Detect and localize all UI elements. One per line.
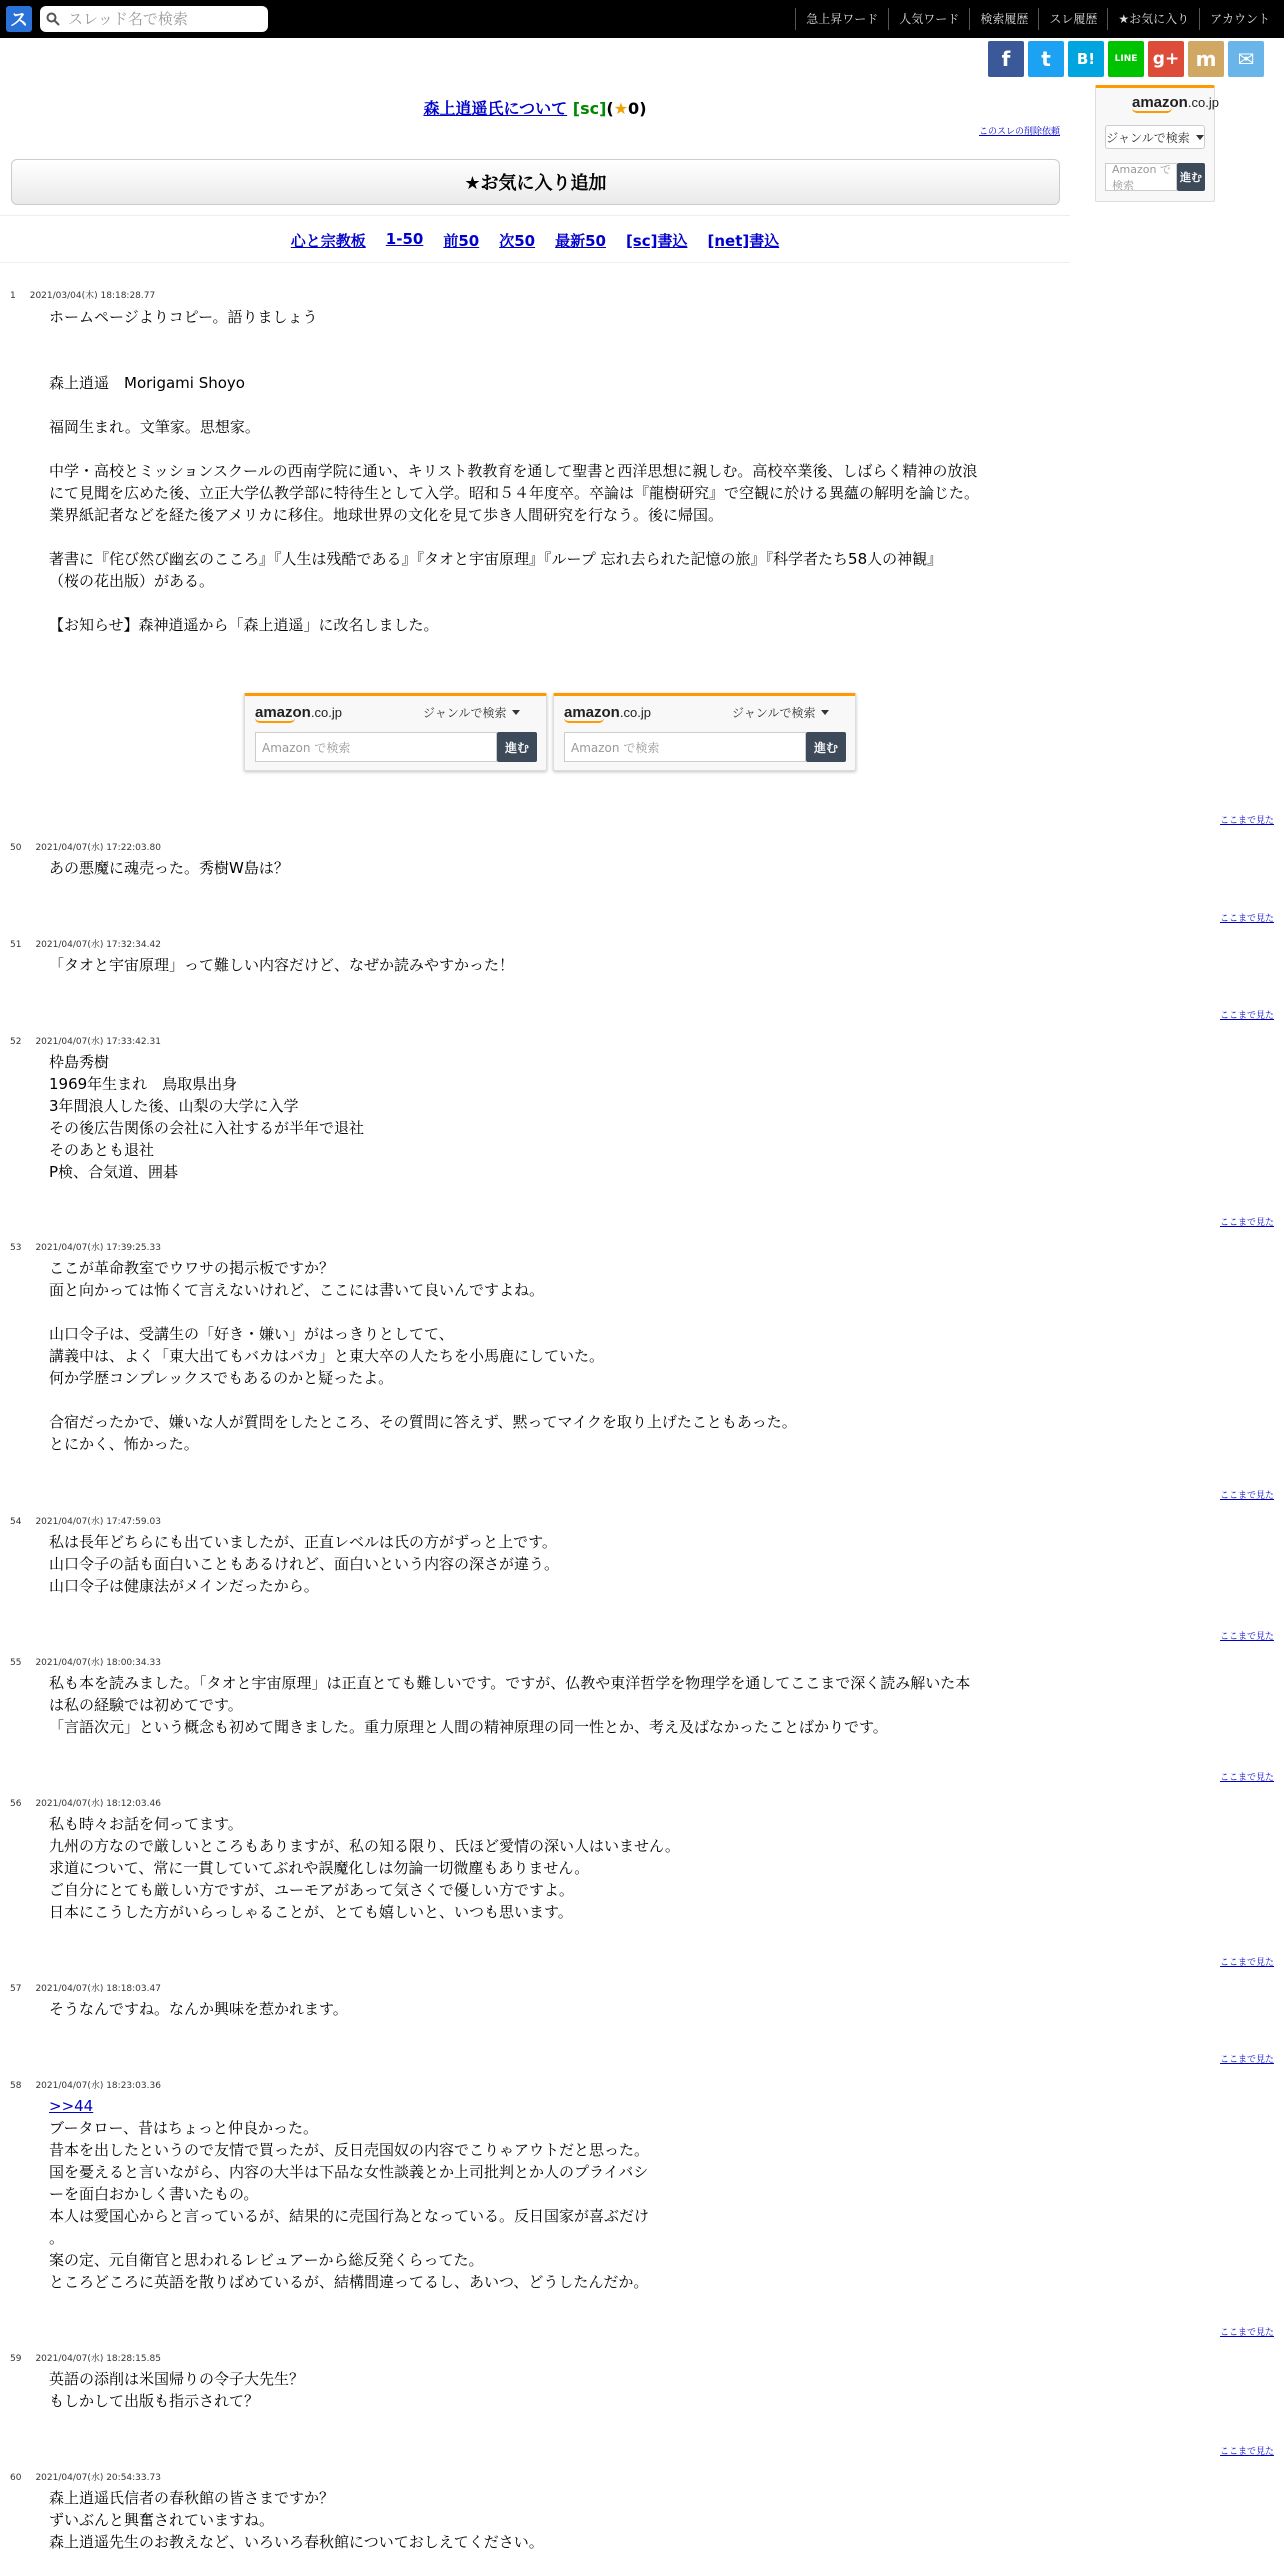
reply-anchor-link[interactable]: >>44 <box>49 2097 94 2115</box>
post-number: 55 <box>10 1658 22 1668</box>
post-date: 2021/04/07(水) 18:28:15.85 <box>35 2354 161 2364</box>
post-date: 2021/04/07(水) 18:00:34.33 <box>35 1658 161 1668</box>
post-body: そうなんですね。なんか興味を惹かれます。 <box>49 2000 348 2018</box>
post-date: 2021/04/07(水) 20:54:33.73 <box>35 2473 161 2483</box>
amazon-logo: amazon.co.jp <box>1132 94 1219 111</box>
amazon-genre-select[interactable]: ジャンルで検索 <box>732 704 829 721</box>
amazon-logo: amazon.co.jp <box>564 704 651 721</box>
mixi-icon[interactable]: m <box>1188 41 1224 77</box>
post-meta <box>10 288 155 301</box>
nav-board[interactable]: 心と宗教板 <box>290 232 366 250</box>
chevron-down-icon <box>1196 135 1204 140</box>
read-marker-link[interactable]: ここまで見た <box>1219 2055 1274 2065</box>
post-number: 53 <box>10 1243 22 1253</box>
post-date: 2021/04/07(水) 18:12:03.46 <box>35 1799 161 1809</box>
line-icon[interactable]: LINE <box>1108 41 1144 77</box>
nav-prev-50[interactable]: 前50 <box>443 232 480 250</box>
add-favorite-button[interactable]: ★お気に入り追加 <box>11 159 1060 205</box>
post-number: 51 <box>10 940 22 950</box>
amazon-search-input[interactable]: Amazon で検索 <box>255 732 497 762</box>
post-number: 1 <box>10 291 16 301</box>
nav-favorites[interactable]: ★お気に入り <box>1107 8 1199 30</box>
post-number: 58 <box>10 2081 22 2091</box>
post-date: 2021/04/07(水) 18:23:03.36 <box>35 2081 161 2091</box>
thread-title: 森上逍遥氏について [sc](★0) <box>423 99 647 118</box>
post-date: 2021/04/07(水) 17:47:59.03 <box>35 1517 161 1527</box>
star-icon: ★ <box>613 99 629 118</box>
nav-trending-words[interactable]: 急上昇ワード <box>795 8 888 30</box>
read-marker-link[interactable]: ここまで見た <box>1219 1632 1274 1642</box>
post-body: 私も本を読みました。「タオと宇宙原理」は正直とても難しいです。ですが、仏教や東洋哲学を物理学を通してここまで深く読み解いた本 は私の経験では初めてです。 「言語次元」という概念も初めて聞きました。重力原理と人間の精神原理の同一性とか、考え及ばなかったことばかりです。 <box>49 1674 971 1736</box>
facebook-icon[interactable]: f <box>988 41 1024 77</box>
share-buttons <box>988 41 1264 77</box>
read-marker-link[interactable]: ここまで見た <box>1219 816 1274 826</box>
nav-next-50[interactable]: 次50 <box>499 232 536 250</box>
post-date: 2021/04/07(水) 17:22:03.80 <box>35 843 161 853</box>
read-marker-link[interactable]: ここまで見た <box>1219 2328 1274 2338</box>
post-body: 英語の添削は米国帰りの令子大先生？ もしかして出版も指示されて？ <box>49 2370 305 2410</box>
thread-nav <box>0 230 1070 251</box>
top-bar <box>0 0 1284 38</box>
amazon-logo: amazon.co.jp <box>255 704 342 721</box>
nav-account[interactable]: アカウント <box>1199 8 1280 30</box>
read-marker-link[interactable]: ここまで見た <box>1219 1773 1274 1783</box>
post-body: 枠島秀樹 1969年生まれ 鳥取県出身 3年間浪人した後、山梨の大学に入学 その後広告関係の会社に入社するが半年で退社 そのあとも退社 P検、合気道、囲碁 <box>49 1053 365 1181</box>
thread-search-box[interactable] <box>40 6 268 32</box>
chevron-down-icon <box>821 710 829 715</box>
post-number: 57 <box>10 1984 22 1994</box>
read-marker-link[interactable]: ここまで見た <box>1219 1958 1274 1968</box>
search-icon <box>46 12 60 26</box>
google-plus-icon[interactable]: g+ <box>1148 41 1184 77</box>
read-marker-link[interactable]: ここまで見た <box>1219 2447 1274 2457</box>
post-body: 私は長年どちらにも出ていましたが、正直レベルは氏の方がずっと上です。 山口令子の話も面白いこともあるけれど、面白いという内容の深さが違う。 山口令子は健康法がメインだったから。 <box>49 1533 560 1595</box>
twitter-icon[interactable]: t <box>1028 41 1064 77</box>
post-number: 50 <box>10 843 22 853</box>
read-marker-link[interactable]: ここまで見た <box>1219 914 1274 924</box>
amazon-go-button[interactable]: 進む <box>806 732 846 762</box>
chevron-down-icon <box>512 710 520 715</box>
nav-popular-words[interactable]: 人気ワード <box>888 8 969 30</box>
sc-tag: [sc] <box>572 99 607 118</box>
site-logo[interactable]: ス <box>6 6 32 32</box>
read-marker-link[interactable]: ここまで見た <box>1219 1011 1274 1021</box>
amazon-genre-select[interactable]: ジャンルで検索 <box>1105 125 1205 149</box>
post-body: 森上逍遥氏信者の春秋館の皆さまですか？ ずいぶんと興奮されていますね。 森上逍遥先生のお教えなど、いろいろ春秋館についておしえてください。 <box>49 2489 544 2551</box>
delete-request-link[interactable]: このスレの削除依頼 <box>978 127 1060 137</box>
amazon-sidebar-widget <box>1095 85 1219 202</box>
post-number: 56 <box>10 1799 22 1809</box>
thread-title-link[interactable]: 森上逍遥氏について <box>423 99 568 118</box>
amazon-search-input[interactable]: Amazon で検索 <box>564 732 806 762</box>
nav-sc-write[interactable]: [sc]書込 <box>625 232 688 250</box>
nav-search-history[interactable]: 検索履歴 <box>969 8 1038 30</box>
amazon-search-input[interactable]: Amazon で検索 <box>1105 163 1177 191</box>
post-body: あの悪魔に魂売った。秀樹W島は？ <box>49 859 289 877</box>
amazon-genre-select[interactable]: ジャンルで検索 <box>423 704 520 721</box>
amazon-inline-widget-1 <box>244 693 547 771</box>
post-body: ホームページよりコピー。語りましょう 森上逍遥 Morigami Shoyo 福岡生まれ。文筆家。思想家。 中学・高校とミッションスクールの西南学院に通い、キリスト教教育を通して聖書と西洋思想に親しむ。高校卒業後、しばらく精神の放浪 にて見聞を広めた後、立正大学仏教学部に特待生として入学。昭和５４年度卒。卒論は『龍樹研究』で空観に於ける異蘊の解明を論じた。 業界紙記者などを経た後アメリカに移住。地球世界の文化を見て歩き人間研究を行なう。後に帰国。 著書に『侘び然び幽玄のこころ』『人生は残酷である』『タオと宇宙原理』『ループ 忘れ去られた記憶の旅』『科学者たち58人の神観』 （桜の花出版）がある。 【お知らせ】森神逍遥から「森上逍遥」に改名しました。 <box>49 308 980 634</box>
post-body: >>44 ブータロー、昔はちょっと仲良かった。 昔本を出したというので友情で買ったが、反日売国奴の内容でこりゃアウトだと思った。 国を憂えると言いながら、内容の大半は下品な女性談義とか上司批判とか人のプライバシ ーを面白おかしく書いたもの。 本人は愛国心からと言っているが、結果的に売国行為となっている。反日国家が喜ぶだけ 。 案の定、元自衛官と思われるレビュアーから総反発くらってた。 ところどころに英語を散りばめているが、結構間違ってるし、あいつ、どうしたんだか。 <box>49 2097 650 2291</box>
hatena-bookmark-icon[interactable]: B! <box>1068 41 1104 77</box>
post-body: 私も時々お話を伺ってます。 九州の方なので厳しいところもありますが、私の知る限り、氏ほど愛情の深い人はいません。 求道について、常に一貫していてぶれや誤魔化しは勿論一切微塵もありません。 ご自分にとても厳しい方ですが、ユーモアがあって気さくで優しい方ですよ。 日本にこうした方がいらっしゃることが、とても嬉しいと、いつも思います。 <box>49 1815 680 1921</box>
top-nav <box>795 0 1280 38</box>
fav-count: 0 <box>628 99 640 118</box>
nav-net-write[interactable]: [net]書込 <box>707 232 780 250</box>
amazon-go-button[interactable]: 進む <box>497 732 537 762</box>
nav-thread-history[interactable]: スレ履歴 <box>1038 8 1107 30</box>
nav-range-1-50[interactable]: 1-50 <box>385 230 424 248</box>
post-number: 54 <box>10 1517 22 1527</box>
divider <box>0 262 1070 263</box>
post-date: 2021/04/07(水) 17:33:42.31 <box>35 1037 161 1047</box>
post-date: 2021/04/07(水) 17:39:25.33 <box>35 1243 161 1253</box>
mail-icon[interactable]: ✉ <box>1228 41 1264 77</box>
divider <box>0 215 1070 216</box>
post-date: 2021/03/04(木) 18:18:28.77 <box>29 291 156 301</box>
thread-search-input[interactable] <box>66 9 262 29</box>
post-body: 「タオと宇宙原理」って難しい内容だけど、なぜか読みやすかった！ <box>49 956 515 974</box>
post-number: 59 <box>10 2354 22 2364</box>
post-number: 60 <box>10 2473 22 2483</box>
post-number: 52 <box>10 1037 22 1047</box>
read-marker-link[interactable]: ここまで見た <box>1219 1218 1274 1228</box>
post-date: 2021/04/07(水) 18:18:03.47 <box>35 1984 161 1994</box>
amazon-go-button[interactable]: 進む <box>1177 163 1205 191</box>
post-body: ここが革命教室でウワサの掲示板ですか？ 面と向かっては怖くて言えないけれど、ここには書いて良いんですよね。 山口令子は、受講生の「好き・嫌い」がはっきりとしてて、 講義中は、よく「東大出てもバカはバカ」と東大卒の人たちを小馬鹿にしていた。 何か学歴コンプレックスでもあるのかと疑ったよ。 合宿だったかで、嫌いな人が質問をしたところ、その質問に答えず、黙ってマイクを取り上げたこともあった。 とにかく、怖かった。 <box>49 1259 797 1453</box>
nav-latest-50[interactable]: 最新50 <box>555 232 606 250</box>
amazon-inline-widget-2 <box>553 693 856 771</box>
read-marker-link[interactable]: ここまで見た <box>1219 1491 1274 1501</box>
post-date: 2021/04/07(水) 17:32:34.42 <box>35 940 161 950</box>
